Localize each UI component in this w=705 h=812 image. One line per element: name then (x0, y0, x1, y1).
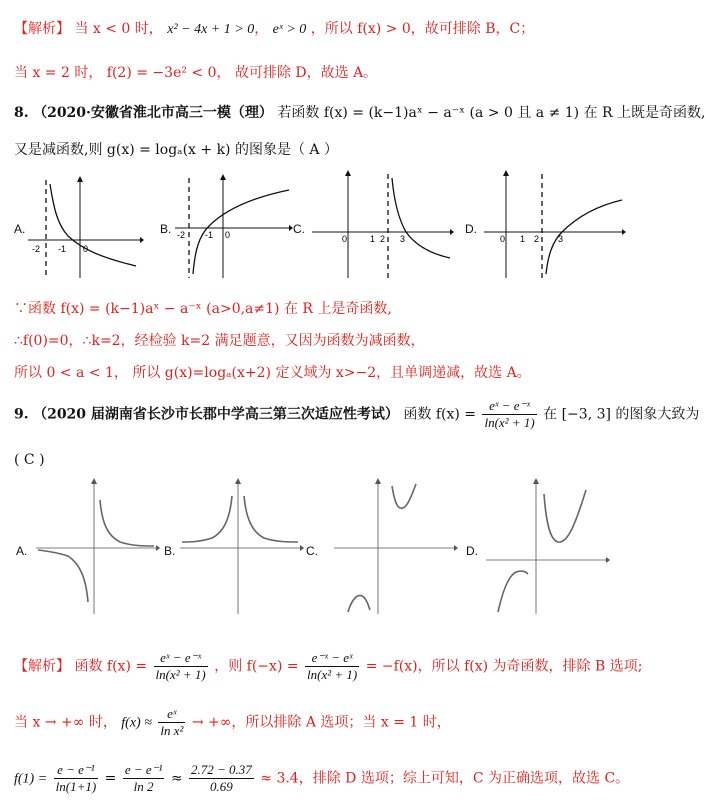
q9-analysis-tag: 【解析】 (14, 658, 70, 675)
q9-answer-text: ( C ) (14, 452, 45, 468)
expr-quadratic: x² − 4x + 1 > 0 (167, 22, 255, 37)
fraction-numerator: e − e⁻¹ (54, 762, 99, 779)
analysis-tag: 【解析】 (14, 21, 70, 37)
q9-s2-fx: f(x) ≈ (121, 715, 152, 731)
q9-func-pre: 函数 f(x) = (403, 406, 477, 423)
tick-label: 0 (225, 230, 231, 240)
fraction-numerator: eˣ − e⁻ˣ (482, 398, 536, 415)
fraction-denominator: ln(1+1) (55, 779, 97, 794)
q9-sol-pre: 函数 f(x) = (74, 658, 148, 675)
q8-text-1: 若函数 f(x) = (k−1)aˣ − a⁻ˣ (a > 0 且 a ≠ 1) 在 R 上既是奇函数, (277, 105, 705, 121)
tick-label: -2 (32, 244, 41, 254)
tick-label: -1 (58, 244, 67, 254)
q9-answer (14, 452, 45, 468)
tick-label: 0 (500, 234, 506, 244)
q9-sol-post: = −f(x)，所以 f(x) 为奇函数，排除 B 选项; (365, 658, 643, 675)
q9-func-post: 在 [−3, 3] 的图象大致为 (543, 406, 700, 423)
q9-sol-mid: ，则 f(−x) = (214, 658, 299, 675)
q8-label-d: D. (465, 222, 477, 236)
q8-solution-1 (14, 298, 392, 318)
q9-graph-c (334, 478, 458, 616)
q8-line-2 (14, 139, 338, 159)
q9-sol-fraction-1 (154, 650, 208, 683)
q8-graph-b (175, 170, 293, 280)
q8-text-2: 又是减函数,则 g(x) = logₐ(x + k) 的图象是（ A ） (14, 142, 338, 158)
tick-label: -2 (177, 230, 186, 240)
q9-sol-fraction-2 (305, 650, 359, 683)
equals-sign: = (104, 770, 117, 787)
tick-label: 3 (400, 234, 406, 244)
tick-label: 1 (370, 234, 376, 244)
q9-s3-fraction-2 (123, 762, 165, 795)
fraction-numerator: eˣ − e⁻ˣ (154, 650, 208, 667)
q8-graph-a (28, 170, 144, 280)
separator: ， (254, 21, 269, 37)
q9-graph-a (36, 478, 160, 616)
tick-label: 3 (558, 234, 564, 244)
q9-s3-post: ≈ 3.4，排除 D 选项；综上可知，C 为正确选项，故选 C。 (260, 770, 630, 787)
approx-sign: ≈ (170, 770, 183, 787)
q8-graph-c (312, 170, 454, 280)
q8-graph-d (484, 170, 626, 280)
fraction-denominator: ln(x² + 1) (307, 667, 358, 682)
q8-line-1 (14, 102, 705, 122)
q9-s2-pre: 当 x → +∞ 时， (14, 714, 117, 731)
tick-label: 0 (342, 234, 348, 244)
analysis-conclusion: ，所以 f(x) > 0，故可排除 B，C； (310, 21, 535, 37)
q9-solution-1 (14, 650, 642, 683)
q9-line-1 (14, 398, 699, 431)
fraction-numerator: eˣ (158, 706, 185, 723)
analysis-pre: 当 x < 0 时， (74, 21, 163, 37)
tick-label: -1 (205, 230, 214, 240)
q9-source: （2020 届湖南省长沙市长郡中学高三第三次适应性考试） (33, 406, 399, 423)
q9-s3-fraction-1 (54, 762, 99, 795)
tick-label: 0 (83, 244, 89, 254)
q8-sol-text-1: ∵函数 f(x) = (k−1)aˣ − a⁻ˣ (a>0,a≠1) 在 R 上是奇函数, (14, 301, 392, 317)
q9-label-a: A. (16, 544, 28, 558)
q8-label-b: B. (160, 222, 172, 236)
tick-label: 2 (534, 234, 540, 244)
fraction-denominator: ln(x² + 1) (155, 667, 206, 682)
q8-solution-3 (14, 362, 531, 382)
q9-s2-post: → +∞，所以排除 A 选项；当 x = 1 时， (191, 714, 451, 731)
fraction-denominator: 0.69 (210, 779, 233, 794)
q8-number: 8. (14, 105, 29, 121)
fraction-numerator: e − e⁻¹ (124, 762, 163, 777)
fraction-numerator: e⁻ˣ − eˣ (305, 650, 359, 667)
tick-label: 2 (380, 234, 386, 244)
q9-solution-3 (14, 762, 629, 795)
q8-sol-text-2: ∴f(0)=0，∴k=2，经检验 k=2 满足题意，又因为函数为减函数， (14, 333, 425, 349)
q8-label-c: C. (293, 222, 305, 236)
q9-label-d: D. (466, 544, 478, 558)
q9-graph-b (180, 478, 304, 616)
tick-label: 1 (520, 234, 526, 244)
q9-number: 9. (14, 406, 29, 423)
q9-s3-lhs: f(1) = (14, 771, 48, 787)
analysis-line-1 (14, 18, 534, 38)
fraction-denominator: ln(x² + 1) (484, 415, 535, 430)
q8-sol-text-3: 所以 0 < a < 1， 所以 g(x)=logₐ(x+2) 定义域为 x>−2，且单调递减，故选 A。 (14, 365, 531, 381)
analysis-text-2: 当 x = 2 时， f(2) = −3e² < 0， 故可排除 D，故选 A。 (14, 65, 378, 81)
expr-exp: eˣ > 0 (272, 22, 307, 37)
q8-source: （2020·安徽省淮北市高三一模（理） (33, 105, 273, 121)
q9-graph-d (486, 478, 610, 616)
q8-solution-2 (14, 330, 425, 350)
q9-solution-2 (14, 706, 451, 739)
fraction-denominator: ln x² (160, 723, 184, 738)
analysis-line-2 (14, 62, 377, 82)
q9-label-b: B. (164, 544, 176, 558)
fraction-denominator: ln 2 (133, 779, 154, 794)
fraction-numerator: 2.72 − 0.37 (191, 762, 252, 777)
q9-fraction (482, 398, 536, 431)
q8-label-a: A. (14, 222, 26, 236)
q9-s3-fraction-3 (189, 762, 254, 795)
q9-label-c: C. (306, 544, 318, 558)
q9-s2-fraction (158, 706, 185, 739)
